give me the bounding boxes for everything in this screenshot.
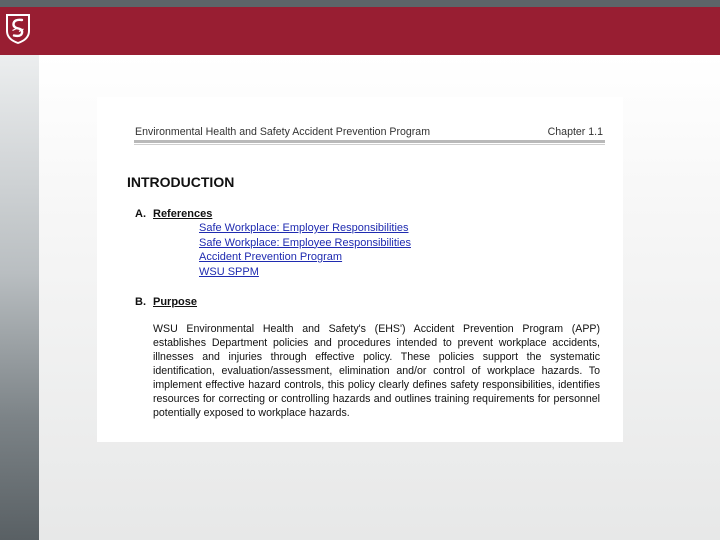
purpose-paragraph: WSU Environmental Health and Safety's (EHS') Accident Prevention Program (APP) establishes Department policies and procedures intended to prevent workplace accidents, illnesses and injuries through effective policy. These policies support the systematic identification, evaluation/assessment, elimination and/or control of workplace hazards. To implement effective hazard controls, this policy clearly defines safety responsibilities, identifies resources for correcting or controlling hazards and outlines training requirements for personnel potentially exposed to workplace hazards. [153, 323, 600, 419]
list-item [199, 236, 411, 251]
page-title: INTRODUCTION [127, 174, 235, 190]
left-gradient-band [0, 55, 39, 540]
list-item [199, 250, 411, 265]
section-b-letter: B. [135, 296, 146, 308]
header-rule-thin [134, 144, 605, 145]
list-item [199, 221, 411, 236]
reference-link-employer[interactable]: Safe Workplace: Employer Responsibilities [199, 222, 409, 234]
section-b-title: Purpose [153, 296, 198, 308]
reference-link-sppm[interactable]: WSU SPPM [199, 265, 259, 278]
header-rule [134, 140, 605, 143]
references-list [199, 221, 411, 279]
wsu-cougar-logo-icon [5, 13, 31, 45]
document-header-title: Environmental Health and Safety Accident Prevention Program [135, 126, 431, 138]
list-item [199, 265, 411, 280]
reference-link-employee[interactable]: Safe Workplace: Employee Responsibilities [199, 236, 411, 249]
reference-link-app[interactable]: Accident Prevention Program [199, 251, 343, 264]
section-a-letter: A. [135, 208, 146, 220]
top-strip [0, 0, 720, 7]
document-page [97, 97, 623, 442]
document-chapter: Chapter 1.1 [547, 126, 603, 138]
section-a-title: References [153, 208, 213, 220]
header-bar [0, 7, 720, 55]
